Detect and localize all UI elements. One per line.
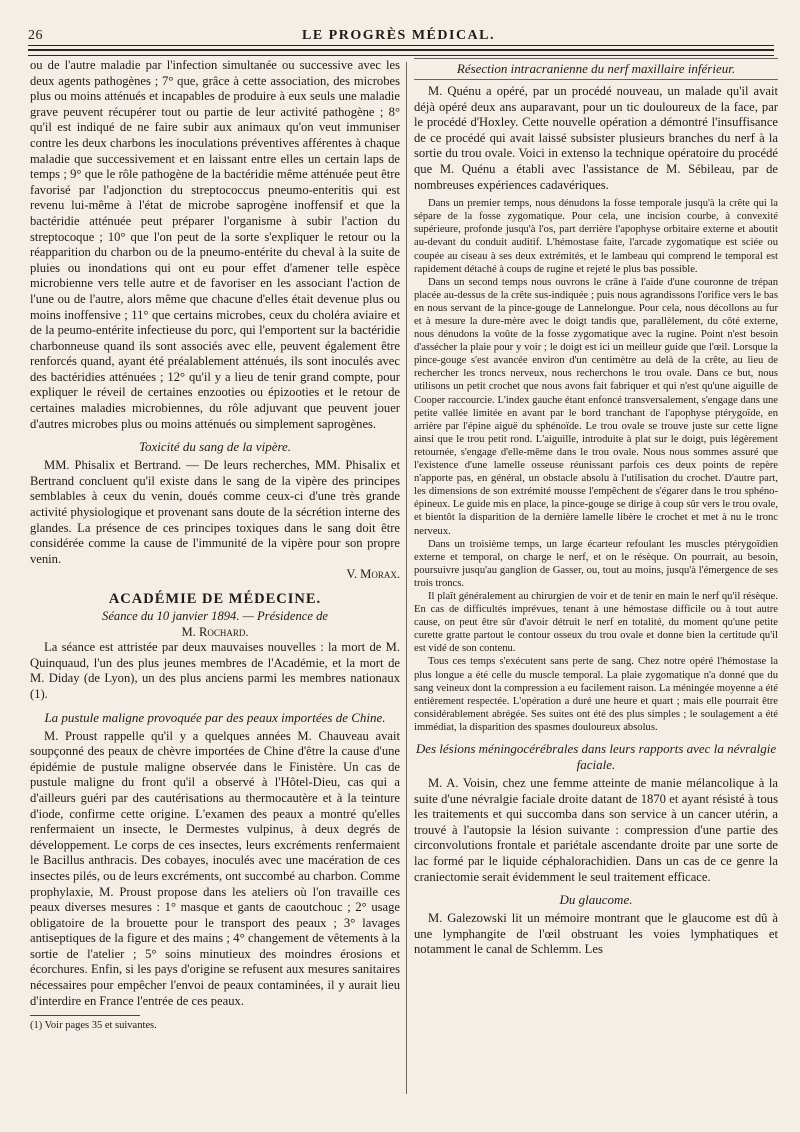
- intro-paragraph: ou de l'autre maladie par l'infection simultanée ou successive avec les deux agents pathogènes ; 7° que, grâce à cette association, des microbes plus ou moins atténués et incapables de produire à eux seuls une maladie grave peuvent récupérer tout ou partie de leur activité pathogène ; 8° qu'il est indiqué de ne faire subir aux animaux qu'on veut immuniser contre les deux charbons les inoculations préventives afférentes à chaque maladie que successivement et en laissant entre elles un certain laps de temps ; 9° que le rôle pathogène de la bactéridie même atténuée peut être favorisé par l'adjonction du streptococcus pneumo-enteritis qui est revenu lui-même à l'état de microbe saprogène inoffensif et que la bactéridie atténuée peut préparer l'organisme à subir l'action du streptocoque ; 10° que l'on peut de la sorte s'expliquer le retour ou la réapparition du charbon ou de la pneumo-entérite du cheval à la suite de pluies ou inondations qui ont eu pour effet d'amener telle espèce microbienne vers telle autre et de favoriser en les associant l'action de l'une ou de l'autre, alors même que chacune d'elles était devenue plus ou moins inoffensive ; 11° que certains microbes, ceux du choléra aviaire et de la peumo-entérite infectieuse du porc, qui l'emportent sur la bactéridie charbonneuse quand ils sont associés avec elle, peuvent également être renforcés quand, ayant été préalablement atténués, ils sont inoculés avec des bactéridies atténuées ; 12° qu'il y a lieu de tenir grand compte, pour expliquer le réveil de certaines enzooties ou épizooties et le retour de certaines maladies microbiennes, du rôle adjuvant que peuvent jouer d'autres microbes plus ou moins atténués ou simplement saprogènes.: [30, 58, 400, 431]
- technique-paragraph-1: Dans un premier temps, nous dénudons la fosse temporale jusqu'à la crête qui la sépare de la fosse zygomatique. Pour cela, une incision courbe, à convexité supérieure, profonde jusqu'à l'os, part derrière l'apophyse orbitaire externe et aboutit au-devant du conduit auditif. L'hémostase faite, l'arcade zygomatique est sciée ou coupée au ciseau à ses deux extrémités, et le lambeau qui comprend le temporal est rapidement détaché à coups de rugine et rejeté le plus bas possible.: [414, 198, 778, 275]
- lesions-heading: Des lésions méningocérébrales dans leurs rapports avec la névralgie faciale.: [415, 741, 777, 772]
- toxicite-heading: Toxicité du sang de la vipère.: [138, 439, 292, 455]
- glaucome-heading: Du glaucome.: [559, 892, 633, 908]
- technique-paragraph-2: Dans un second temps nous ouvrons le crâne à l'aide d'une couronne de trépan placée au-dessus de la crête sus-indiquée ; puis nous agrandissons l'orifice vers le bas en nous servant de la pince-gouge de Lannelongue. Pour cela, nous décollons au fur et à mesure la dure-mère avec le doigt tandis que, parallèlement, du côté externe, nous dénudons la voûte de la fosse zygomatique avec la rugine. Point n'est besoin d'assécher la plaie pour y voir ; le doigt est ici un meilleur guide que l'œil. Lorsque la pince-gouge s'est avancée environ d'un centimètre au delà de la crête, au lieu de rechercher les troncs nerveux, nous recherchons le trou ovale. Dans ce but, nous utilisons un petit crochet que nous avons fait fabriquer et qui n'est qu'une aiguille de Cooper raccourcie. L'index gauche étant enfoncé transversalement, s'engage dans une petite vallée limitée en avant par le bord tranchant de l'apophyse ptérygoïde, en arrière par l'épine aiguë du sphénoïde. Le trou ovale se trouve juste sur cette ligne ainsi que le trou petit rond. L'aiguille, introduite à plat sur le doigt, puis légèrement retournée, s'engage d'elle-même dans le trou ovale. Nous nous sommes assuré que l'existence d'une lamelle osseuse réunissant parfois ces deux points de repère n'apporte pas, en général, un obstacle absolu à l'utilisation du crochet. D'autre part, les dimensions de son extrémité mousse l'empêchent de s'égarer dans le trou sphéno-épineux. Le guide mis en place, la pince-gouge se dirige à coup sûr vers le trou ovale, et bientôt la disparition de la dernière lamelle libère le crochet et met à nu le tronc nerveux.: [414, 276, 778, 537]
- page-number: 26: [28, 28, 43, 43]
- right-column: [414, 58, 778, 1098]
- glaucome-paragraph: M. Galezowski lit un mémoire montrant que le glaucome est dû à une lymphangite de l'œil obstruant les voies lymphatiques et notamment le canal de Schlemm. Les: [414, 911, 778, 957]
- footnote: (1) Voir pages 35 et suivantes.: [30, 1020, 157, 1032]
- left-column: [30, 58, 400, 1098]
- technique-paragraph-3: Dans un troisième temps, un large écarteur refoulant les muscles ptérygoïdien externe et temporal, on charge le nerf, et on le résèque. On pourrait, au besoin, poursuivre jusqu'au ganglion de Gasser, ou, tout au moins, jusqu'à l'émergence de ses trois troncs.: [414, 538, 778, 589]
- seance-line: [30, 609, 400, 640]
- resection-paragraph: M. Quénu a opéré, par un procédé nouveau, un malade qu'il avait déjà opéré deux ans auparavant, pour un tic douloureux de la face, par le procédé d'Hoxley. Cette nouvelle opération a démontré l'insuffisance de ce procédé qui avait laissé subsister plusieurs branches du nerf à la sortie du trou ovale. Voici in extenso la technique opératoire du procédé que M. Quénu a établi avec l'assistance de M. Sébileau, par de nombreuses expériences cadavériques.: [414, 84, 778, 192]
- header-rule-middle: [28, 49, 774, 51]
- page-header: [28, 22, 774, 44]
- journal-title: LE PROGRÈS MÉDICAL.: [301, 28, 496, 43]
- header-rule-bottom: [28, 55, 774, 56]
- seance-paragraph: La séance est attristée par deux mauvaises nouvelles : la mort de M. Quinquaud, l'un des plus jeunes membres de l'Académie, et la mort de M. Diday (de Lyon), un des plus anciens parmi les membres nationaux (1).: [30, 640, 400, 701]
- pustule-paragraph: M. Proust rappelle qu'il y a quelques années M. Chauveau avait soupçonné des peaux de chèvre importées de Chine d'être la cause d'une épidémie de pustule maligne observée dans le Finistère. Un cas de pustule maligne du front qu'il a observé à l'Hôtel-Dieu, cas qui a d'ailleurs guéri par des cautérisations au thermocautère et à la teinture d'iode, confirme cette origine. L'examen des peaux a montré qu'elles renfermaient un insecte, le Dermestes vulpinus, à deux degrés de développement. Le corps de ces insectes, leurs excréments renfermaient le Bacillus anthracis. Des cobayes, inoculés avec une macération de ces insectes pilés, ou de leurs excréments, ont succombé au charbon. Comme prophylaxie, M. Proust propose dans les ateliers où l'on travaille ces peaux diverses mesures : 1° masque et gants de caoutchouc ; 2° usage obligatoire de la brouette pour le transport des peaux ; 3° lavages antiseptiques de la figure et des mains ; 4° changement de vêtements à la sortie de l'atelier ; 5° soins minutieux des moindres érosions et écorchures. Enfin, si les pays d'origine se refusent aux mesures sanitaires nécessaires pour empêcher l'envoi de peaux contaminées, il y aurait lieu d'interdire en France l'entrée de ces peaux.: [30, 728, 400, 1008]
- column-divider: [406, 62, 407, 1094]
- seance-president: M. Rochard.: [181, 624, 249, 639]
- resection-heading: Résection intracranienne du nerf maxillaire inférieur.: [414, 58, 778, 80]
- lesions-paragraph: M. A. Voisin, chez une femme atteinte de manie mélancolique à la suite d'une névralgie faciale droite datant de 1870 et ayant résisté à tous les traitements et qui succomba dans son service à un cancer utérin, a trouvé à l'autopsie la lésion suivante : compression d'une partie des circonvolutions frontale et pariétale ascendante droite par une sorte de lac formé par le liquide céphalorachidien. Dans un cas de ce genre la craniectomie serait évidemment le seul traitement efficace.: [414, 776, 778, 884]
- footnote-rule: [30, 1015, 140, 1016]
- header-rule-top: [28, 45, 774, 46]
- academie-heading: ACADÉMIE DE MÉDECINE.: [108, 591, 322, 607]
- toxicite-signature: V. Morax.: [346, 567, 400, 582]
- technique-paragraph-5: Tous ces temps s'exécutent sans perte de sang. Chez notre opéré l'hémostase la plus longue a été celle du muscle temporal. La plaie zygomatique n'a donné que du sang veineux dont la compression a eu facilement raison. La méningée moyenne a été entièrement respectée. L'opération a duré une heure et quart ; mais elle pourrait être considérablement abrégée. Ses suites ont été des plus simples ; le soulagement a été immédiat, la disparition des spasmes douloureux absolus.: [414, 656, 778, 733]
- pustule-heading: La pustule maligne provoquée par des peaux importées de Chine.: [44, 709, 386, 725]
- seance-date: Séance du 10 janvier 1894. — Présidence de: [102, 609, 328, 623]
- toxicite-paragraph: MM. Phisalix et Bertrand. — De leurs recherches, MM. Phisalix et Bertrand concluent qu'il existe dans le sang de la vipère des principes semblables à ceux du venin, doués comme ceux-ci d'une très grande activité physiologique et provenant sans doute de la sécrétion interne des glandes. La présence de ces principes toxiques dans le sang doit être considérée comme la cause de l'immunité de la vipère pour son propre venin.: [30, 458, 400, 566]
- technique-paragraph-4: Il plaît généralement au chirurgien de voir et de tenir en main le nerf qu'il résèque. En cas de difficultés imprévues, tenant à une hémostase difficile ou à tout autre cause, on peut être sûr d'avoir détruit le nerf en totalité, du moment qu'une petite curette gratte partout le contour osseux du trou ovale et donne bien la certitude qu'il est vidé de son contenu.: [414, 590, 778, 655]
